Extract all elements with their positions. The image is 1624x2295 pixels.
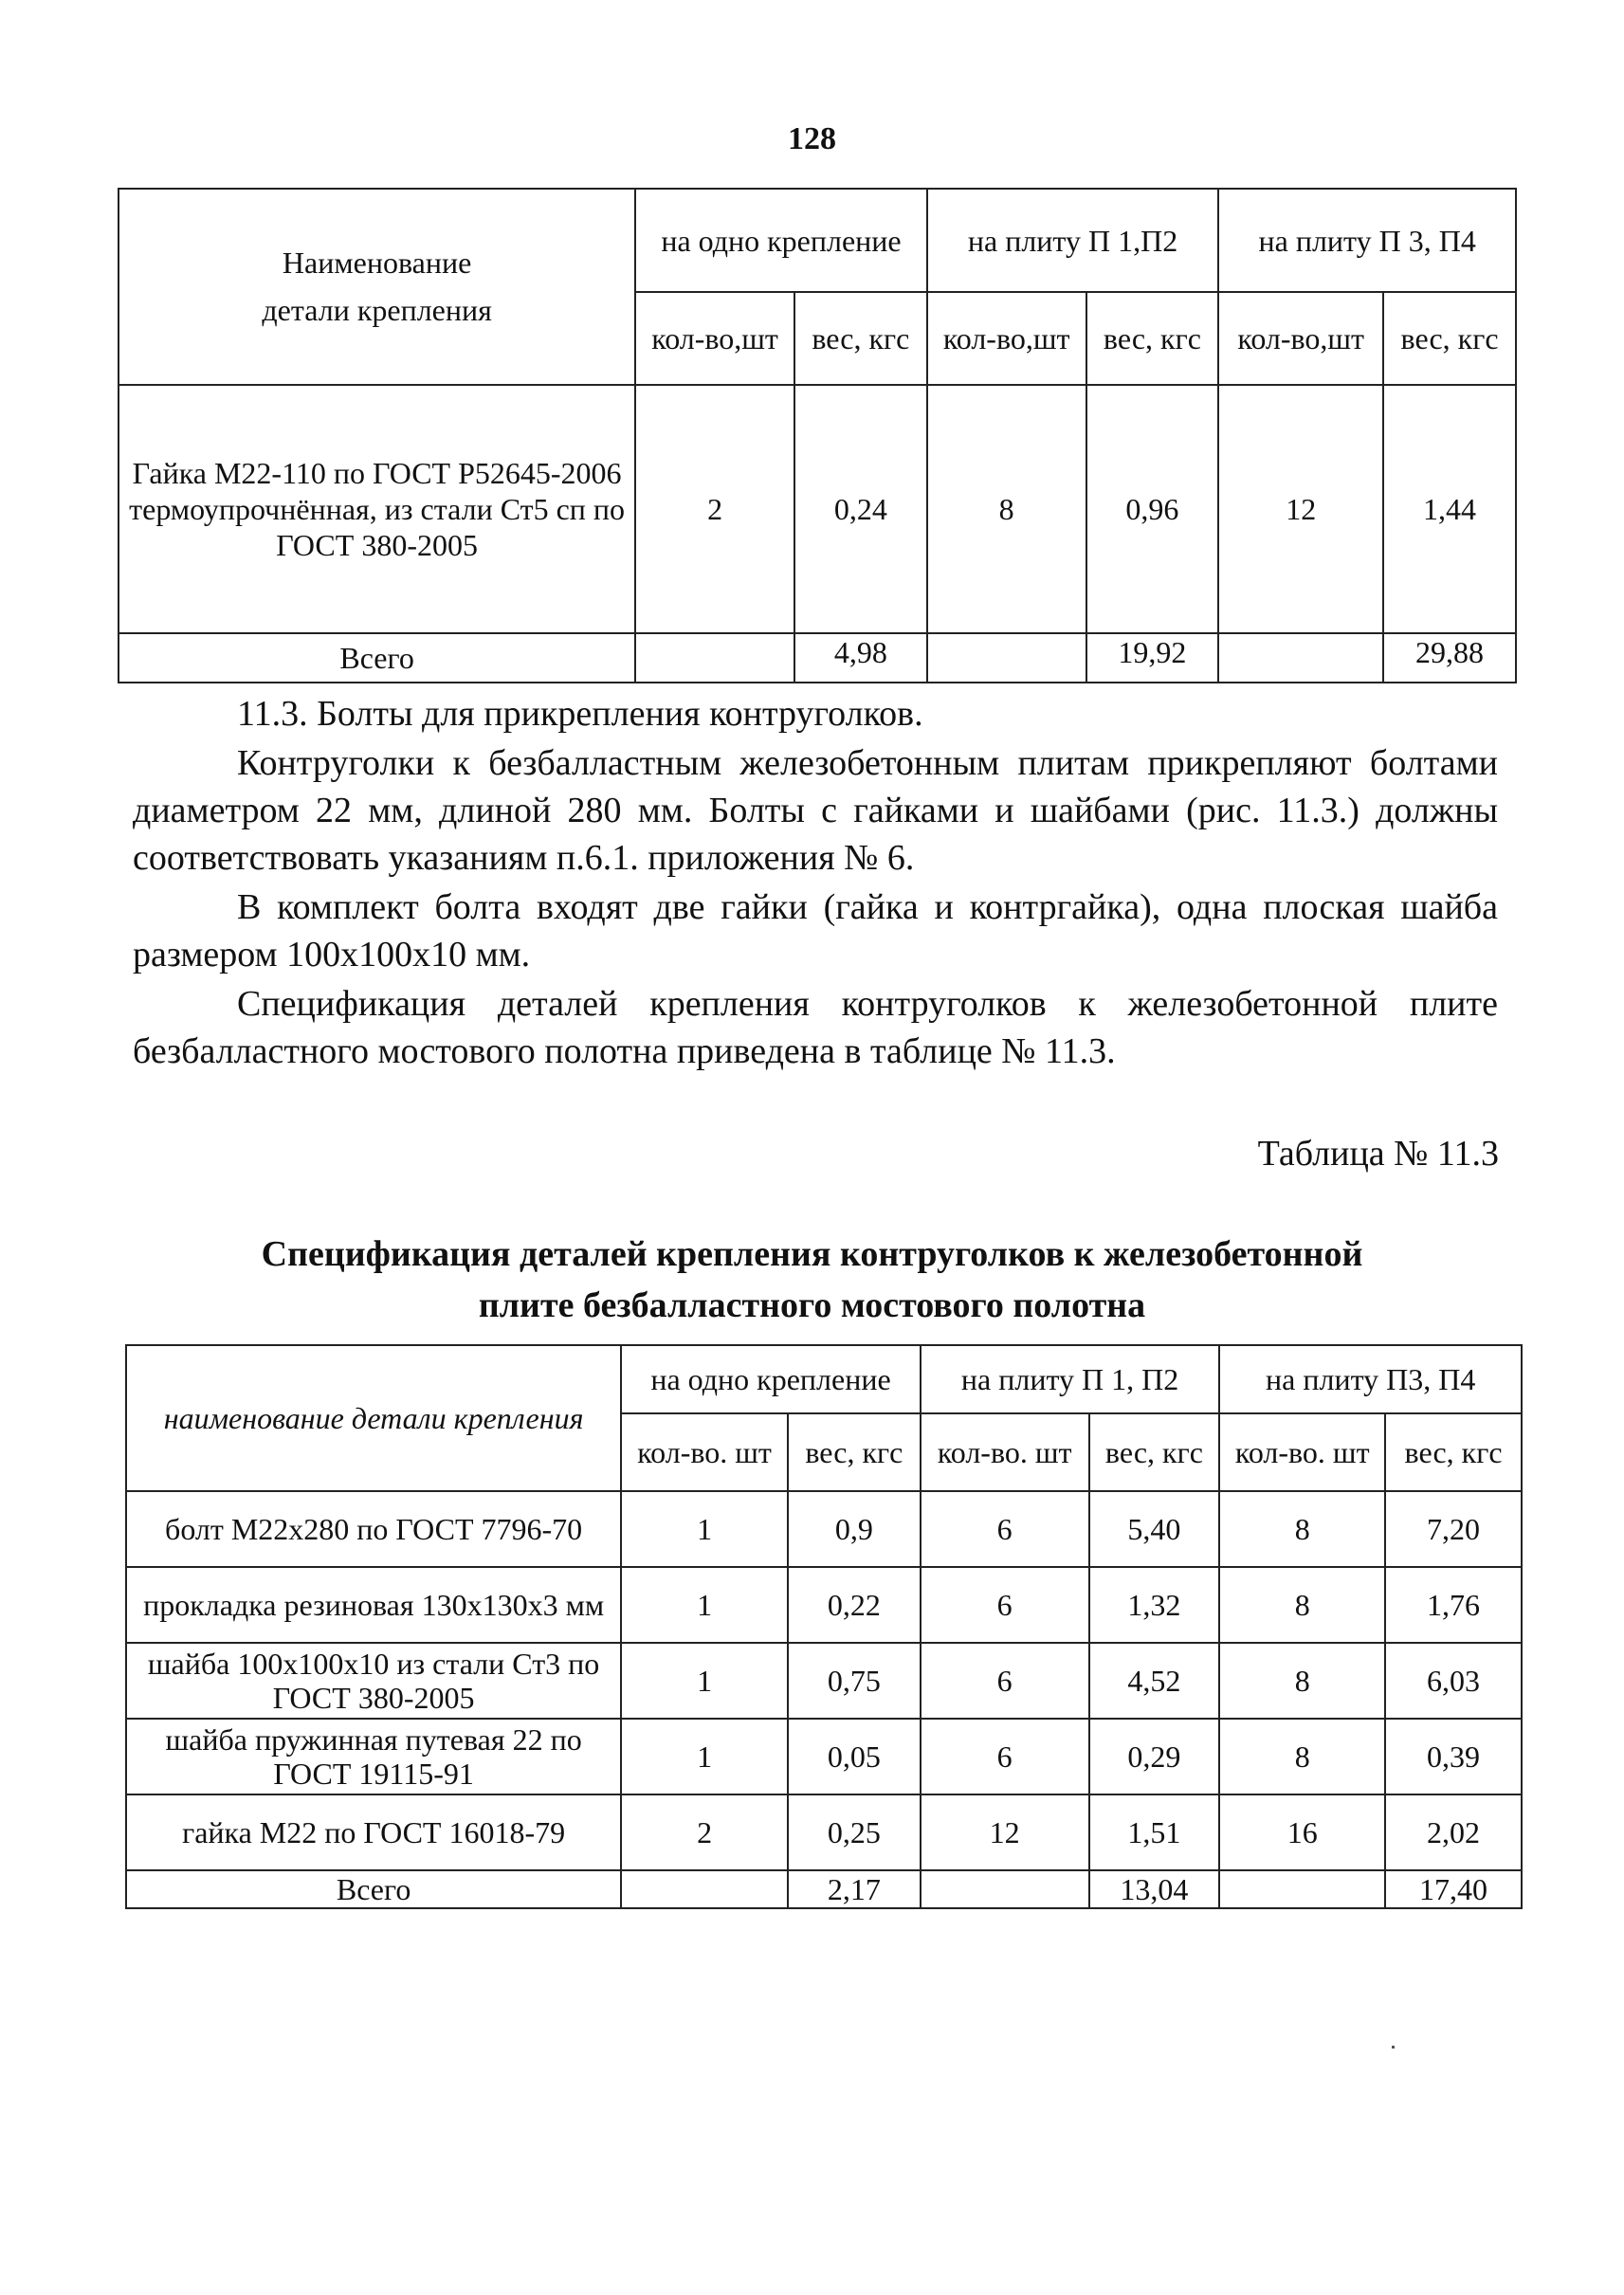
total-label: Всего [119, 633, 635, 683]
table-label: Таблица № 11.3 [1257, 1134, 1499, 1174]
part-name: шайба пружинная путевая 22 по ГОСТ 19115-91 [126, 1719, 621, 1794]
cell: 8 [1219, 1643, 1385, 1719]
cell: 2 [635, 385, 794, 633]
group-header: на плиту П 3, П4 [1218, 189, 1516, 292]
column-header-name: Наименование [119, 189, 635, 292]
table-title-line-2: плите безбалластного мостового полотна [478, 1285, 1146, 1325]
cell: 2,02 [1385, 1794, 1522, 1870]
cell: 1,32 [1089, 1567, 1220, 1643]
cell: 4,52 [1089, 1643, 1220, 1719]
cell [927, 633, 1086, 683]
cell: 1 [621, 1719, 788, 1794]
cell: 0,96 [1086, 385, 1219, 633]
table-row [126, 1794, 1522, 1870]
qty-header: кол-во. шт [1219, 1413, 1385, 1491]
scan-speck [1392, 2046, 1395, 2049]
weight-header: вес, кгс [794, 292, 927, 385]
cell: 5,40 [1089, 1491, 1220, 1567]
cell: 6,03 [1385, 1643, 1522, 1719]
cell: 1 [621, 1567, 788, 1643]
cell: 6 [921, 1643, 1089, 1719]
cell [635, 633, 794, 683]
cell: 0,29 [1089, 1719, 1220, 1794]
qty-header: кол-во,шт [1218, 292, 1383, 385]
group-header: на плиту П 1,П2 [927, 189, 1219, 292]
weight-header: вес, кгс [1089, 1413, 1220, 1491]
total-value: 4,98 [794, 633, 927, 683]
cell: 1 [621, 1643, 788, 1719]
qty-header: кол-во,шт [927, 292, 1086, 385]
cell: 0,25 [788, 1794, 921, 1870]
group-header: на плиту П 1, П2 [921, 1345, 1220, 1413]
table-row [119, 385, 1516, 633]
qty-header: кол-во,шт [635, 292, 794, 385]
fastener-table-2 [125, 1344, 1523, 1909]
total-value: 19,92 [1086, 633, 1219, 683]
part-name: болт М22х280 по ГОСТ 7796-70 [126, 1491, 621, 1567]
table-title-line-1: Спецификация деталей крепления контруголков к железобетонной [261, 1234, 1363, 1274]
total-label: Всего [126, 1870, 621, 1908]
group-header: на плиту П3, П4 [1219, 1345, 1522, 1413]
qty-header: кол-во. шт [621, 1413, 788, 1491]
paragraph: Спецификация деталей крепления контруголков к железобетонной плите безбалластного мостового полотна приведена в таблице № 11.3. [133, 984, 1498, 1071]
total-value: 17,40 [1385, 1870, 1522, 1908]
paragraph: Контруголки к безбалластным железобетонным плитам прикрепляют болтами диаметром 22 мм, длиной 280 мм. Болты с гайками и шайбами (рис. 11.3.) должны соответствовать указаниям п.6.1. приложения № 6. [133, 743, 1498, 878]
cell: 16 [1219, 1794, 1385, 1870]
weight-header: вес, кгс [1385, 1413, 1522, 1491]
cell: 6 [921, 1491, 1089, 1567]
cell: 6 [921, 1567, 1089, 1643]
section-heading: 11.3. Болты для прикрепления контруголков. [237, 694, 923, 734]
table-row [126, 1719, 1522, 1794]
total-value: 29,88 [1383, 633, 1516, 683]
cell: 1,44 [1383, 385, 1516, 633]
cell: 6 [921, 1719, 1089, 1794]
cell: 0,22 [788, 1567, 921, 1643]
cell [921, 1870, 1089, 1908]
weight-header: вес, кгс [1383, 292, 1516, 385]
cell: 0,39 [1385, 1719, 1522, 1794]
table-row [126, 1491, 1522, 1567]
part-name: прокладка резиновая 130х130х3 мм [126, 1567, 621, 1643]
weight-header: вес, кгс [1086, 292, 1219, 385]
cell: 12 [921, 1794, 1089, 1870]
cell: 1,51 [1089, 1794, 1220, 1870]
column-header-name-2: детали крепления [119, 292, 635, 385]
total-value: 2,17 [788, 1870, 921, 1908]
cell: 1 [621, 1491, 788, 1567]
cell [621, 1870, 788, 1908]
total-row [119, 633, 1516, 683]
cell: 2 [621, 1794, 788, 1870]
cell [1219, 1870, 1385, 1908]
cell: 8 [1219, 1567, 1385, 1643]
table-row [126, 1643, 1522, 1719]
cell: 8 [927, 385, 1086, 633]
total-row [126, 1870, 1522, 1908]
cell: 0,24 [794, 385, 927, 633]
fastener-table-1 [118, 188, 1517, 683]
table-row [126, 1567, 1522, 1643]
paragraph: В комплект болта входят две гайки (гайка и контргайка), одна плоская шайба размером 100х100х10 мм. [133, 887, 1498, 974]
group-header: на одно крепление [635, 189, 927, 292]
total-value: 13,04 [1089, 1870, 1220, 1908]
cell [1218, 633, 1383, 683]
cell: 0,05 [788, 1719, 921, 1794]
part-name: Гайка М22-110 по ГОСТ Р52645-2006 термоупрочнённая, из стали Ст5 сп по ГОСТ 380-2005 [119, 385, 635, 633]
cell: 12 [1218, 385, 1383, 633]
cell: 8 [1219, 1491, 1385, 1567]
cell: 0,9 [788, 1491, 921, 1567]
cell: 0,75 [788, 1643, 921, 1719]
qty-header: кол-во. шт [921, 1413, 1089, 1491]
column-header-name: наименование детали крепления [126, 1345, 621, 1491]
weight-header: вес, кгс [788, 1413, 921, 1491]
cell: 7,20 [1385, 1491, 1522, 1567]
cell: 1,76 [1385, 1567, 1522, 1643]
page-number: 128 [788, 121, 836, 156]
part-name: шайба 100х100х10 из стали Ст3 по ГОСТ 380-2005 [126, 1643, 621, 1719]
cell: 8 [1219, 1719, 1385, 1794]
group-header: на одно крепление [621, 1345, 921, 1413]
part-name: гайка М22 по ГОСТ 16018-79 [126, 1794, 621, 1870]
